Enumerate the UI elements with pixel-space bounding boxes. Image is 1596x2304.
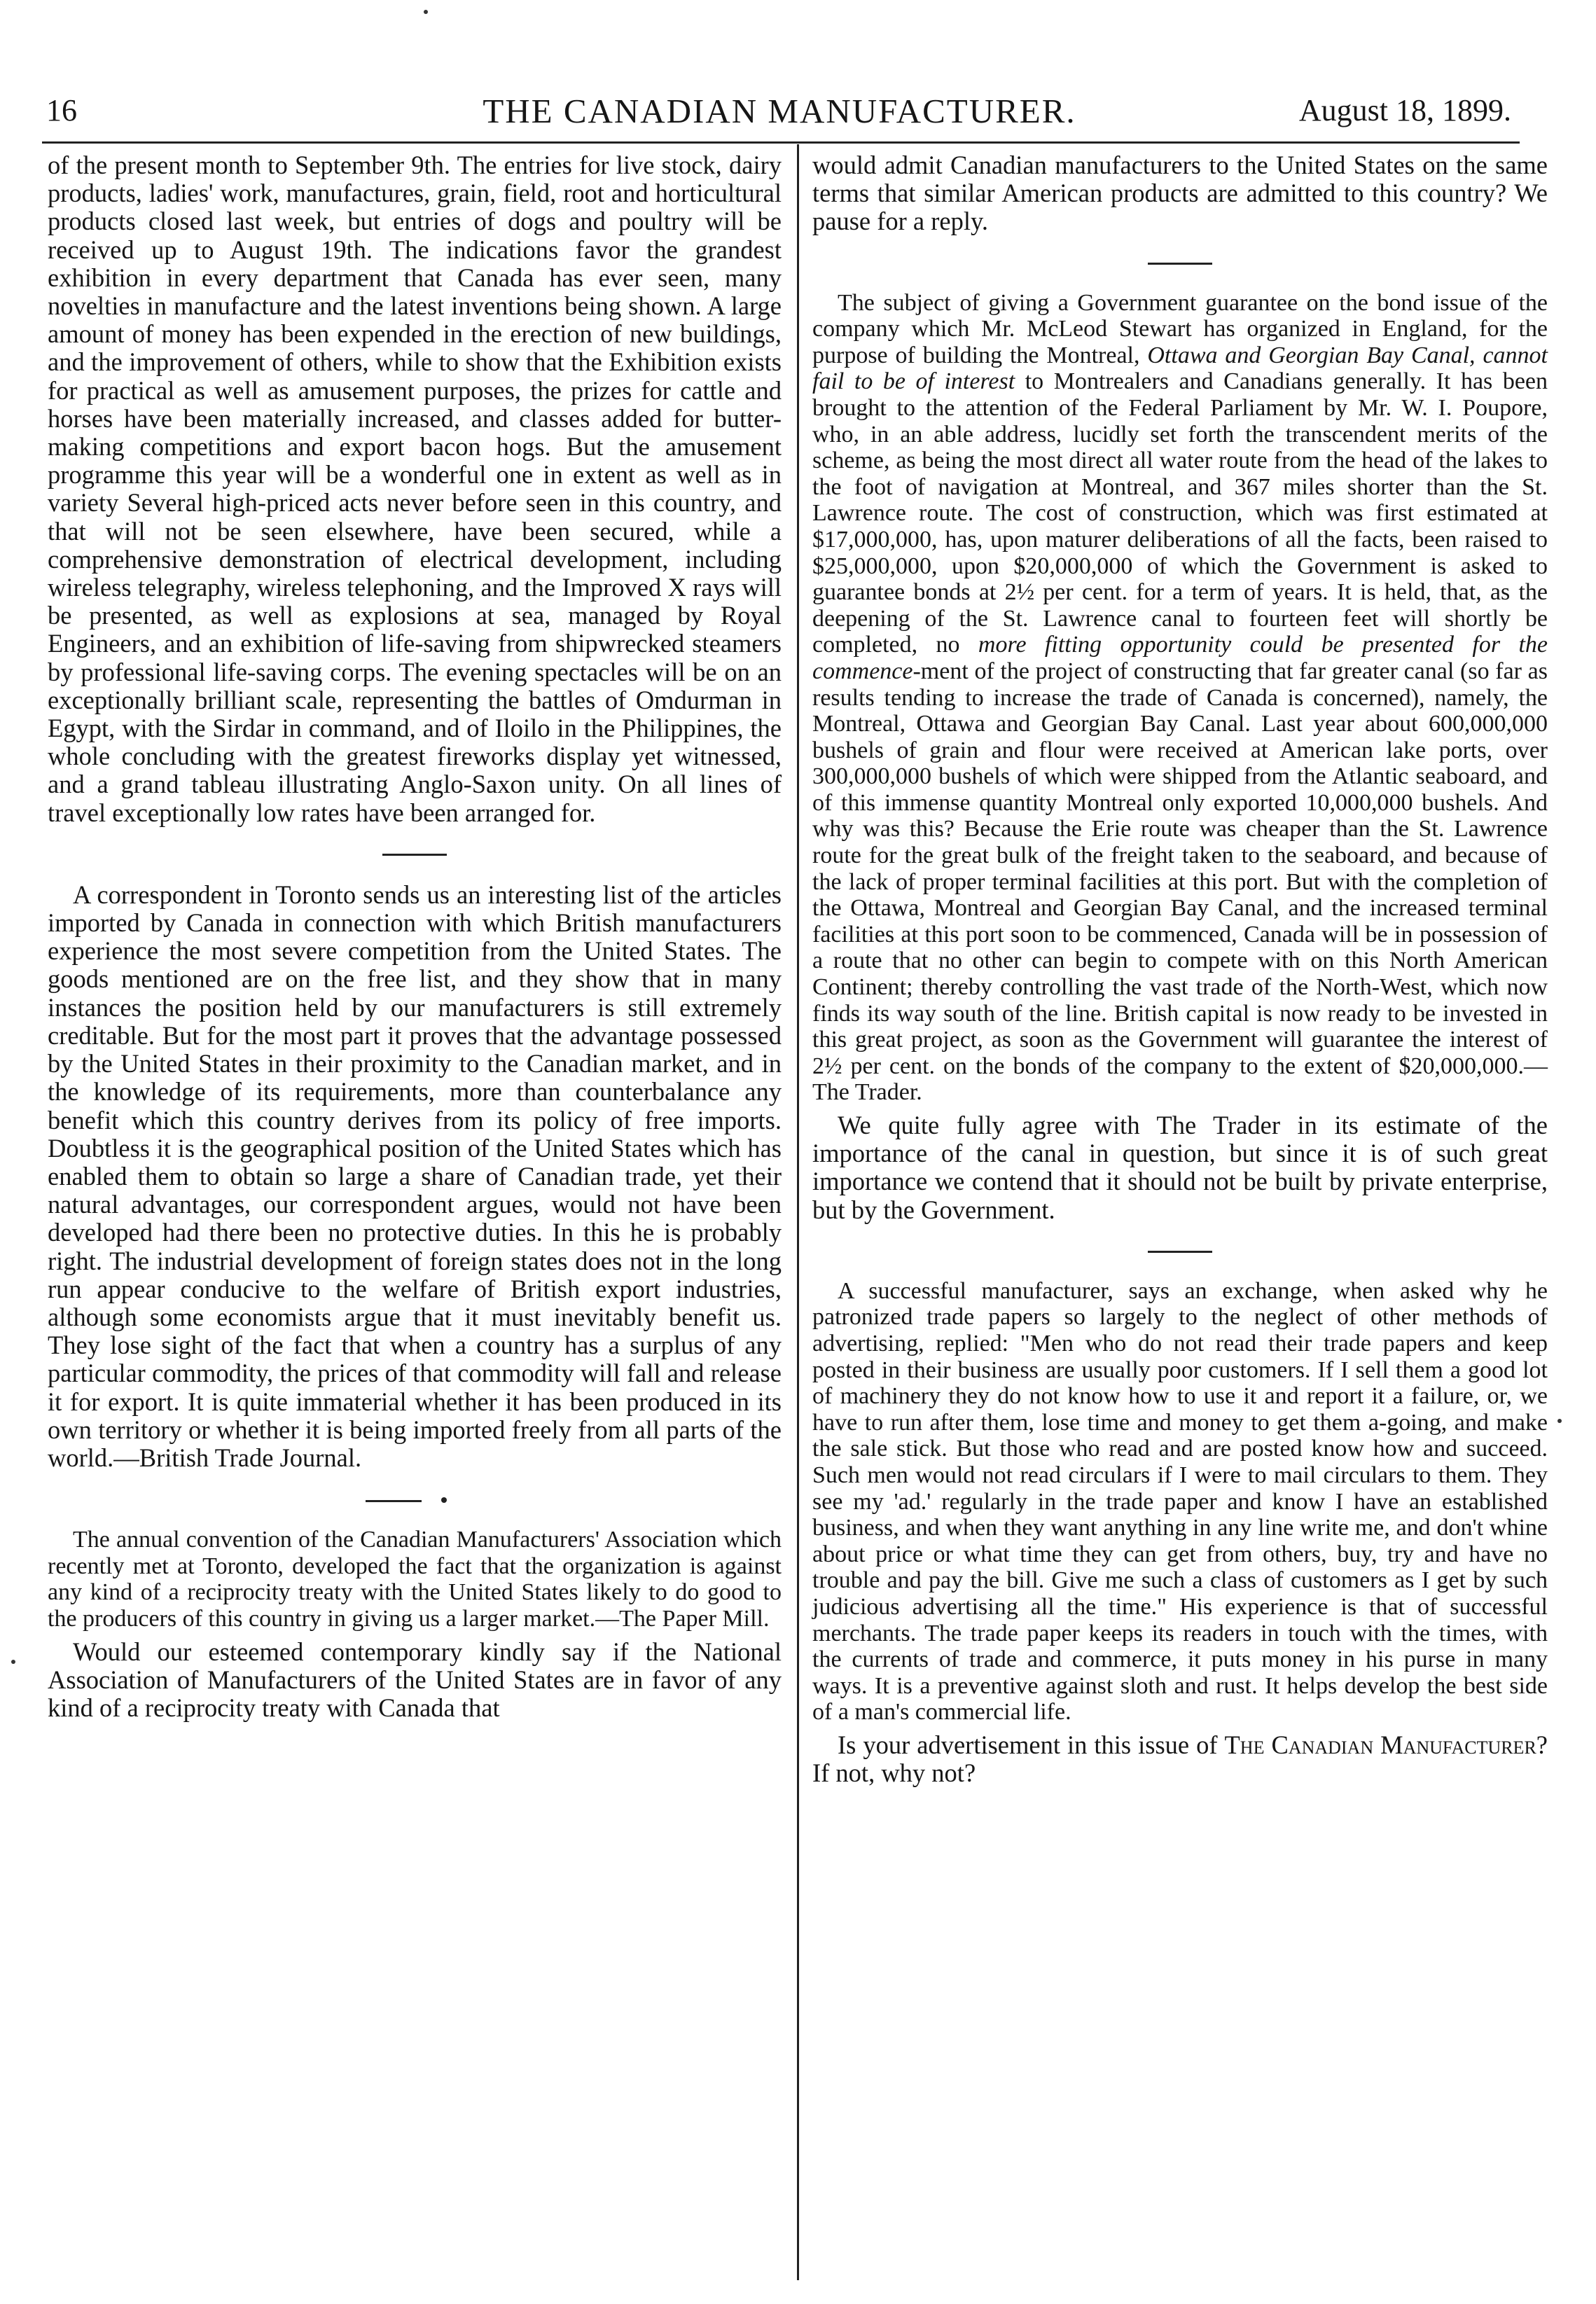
convention-paragraph: The annual convention of the Canadian Manufacturers' Association which recently met at Toronto, developed the fact that the organization is against any kind of a reciprocity treaty with the United States likely to do good to the producers of this country in giving us a larger market.—The Paper Mill. (48, 1527, 782, 1632)
print-speck (11, 1660, 15, 1664)
canal-text-1: The subject of giving a Government guarantee on the bond issue of the company which Mr. McLeod Stewart has organized in England, for the purpose of building the Montreal, (812, 289, 1548, 368)
closing-paragraph (812, 1731, 1548, 1787)
section-separator (382, 854, 447, 856)
section-separator (1148, 1251, 1212, 1253)
closing-text-2: ? If not, why not? (812, 1730, 1548, 1788)
page-number: 16 (46, 93, 77, 127)
print-speck (424, 10, 428, 14)
question-paragraph: Would our esteemed contemporary kindly say if the National Association of Manufacturers of the United States are in favor of any kind of a reciprocity treaty with Canada that (48, 1637, 782, 1722)
agreement-paragraph: We quite fully agree with The Trader in its estimate of the importance of the canal in question, but since it is of such great importance we contend that it should not be built by private enterprise, but by the Government. (812, 1111, 1548, 1224)
trade-papers-paragraph: A successful manufacturer, says an exchange, when asked why he patronized trade papers so largely to the neglect of other methods of advertising, replied: "Men who do not read their trade papers and keep posted in their business are usually poor customers. If I sell them a good lot of machinery they do not know how to use it and report it a failure, or, we have to run after them, lose time and money to get them a-going, and make the sale stick. But those who read and are posted know how and succeed. Such men would not read circulars if I were to mail circulars to them. They see my 'ad.' regularly in the trade paper and know I have an established business, and when they want anything in any line write me, and don't whine about price or what time they can get from others, buy, try and have no trouble and pay the bill. Give me such a class of customers as I get by such judicious advertising all the time." His experience is that of successful merchants. The trade paper keeps its readers in touch with the times, with the currents of trade and commerce, it puts money in his purse in many ways. It is a preventive against sloth and rust. It helps develop the best side of a man's commercial life. (812, 1277, 1548, 1726)
competition-paragraph: A correspondent in Toronto sends us an interesting list of the articles imported by Canada in connection with which British manufacturers experience the most severe competition from the United States. The goods mentioned are on the free list, and they show that in many instances the position held by our manufacturers is still extremely creditable. But for the most part it proves that the advantage possessed by the United States in their proximity to the Canadian market, and in the knowledge of its requirements, more than counterbalance any benefit which this country derives from its policy of free imports. Doubtless it is the geographical position of the United States which has enabled them to obtain so large a share of Canadian trade, yet their natural advantages, our correspondent argues, would not have been developed had there been no protective duties. In this he is probably right. The industrial development of foreign states does not in the long run appear conducive to the welfare of British export industries, although some economists argue that it must inevitably benefit us. They lose sight of the fact that when a country has a surplus of any particular commodity, the prices of that commodity will fall and release it for export. It is quite immaterial whether it has been produced in its own territory or whether it is being imported freely from all parts of the world.—British Trade Journal. (48, 880, 782, 1472)
journal-title: THE CANADIAN MANUFACTURER. (483, 92, 1076, 130)
canal-text-2: to Montrealers and Canadians generally. It has been brought to the attention of the Federal Parliament by Mr. W. I. Poupore, who, in an able address, lucidly set forth the transcendent merits of the scheme, as being the most direct all water route from the head of the lakes to the foot of navigation at Montreal, and 367 miles shorter than the St. Lawrence route. The cost of construction, which was first estimated at $17,000,000, has, upon maturer deliberations of all the facts, been raised to $25,000,000, upon $20,000,000 of which the Government is asked to guarantee bonds at 2½ per cent. for a term of years. It is held, that, as the deepening of the St. Lawrence canal to fourteen feet will shortly be completed, no (812, 368, 1548, 658)
separator-line (366, 1500, 422, 1502)
canal-italic-2: more fitting opportunity could be presented for the commence- (812, 632, 1548, 684)
section-separator (1148, 263, 1212, 265)
right-column (812, 151, 1548, 1787)
page-header (41, 78, 1518, 134)
print-speck (1557, 1419, 1562, 1423)
header-rule (42, 141, 1520, 144)
closing-text-1: Is your advertisement in this issue of (838, 1730, 1225, 1759)
column-divider (797, 144, 799, 2280)
separator-dot (441, 1497, 447, 1503)
canal-italic-1: Ottawa and Georgian Bay Canal, cannot fail to be of interest (812, 342, 1548, 395)
canal-text-3: ment of the project of constructing that far greater canal (so far as results tending to increase the trade of Canada is concerned), namely, the Montreal, Ottawa and Georgian Bay Canal. Last year about 600,000,000 bushels of grain and flour were received at American lake ports, over 300,000,000 bushels of which were shipped from the Atlantic seaboard, and of this immense quantity Montreal only exported 10,000,000 bushels. And why was this? Because the Erie route was cheaper than the St. Lawrence route for the great bulk of the freight taken to the seaboard, and because of the lack of proper terminal facilities at this port. But with the completion of the Ottawa, Montreal and Georgian Bay Canal, and the increased terminal facilities at this port soon to be commenced, Canada will be in possession of a route that no other can begin to compete with on this North American Continent; thereby controlling the vast trade of the North-West, which now finds its way south of the line. British capital is now ready to be invested in this great project, as soon as the Government will guarantee the interest of 2½ per cent. on the bonds of the company to the extent of $20,000,000.—The Trader. (812, 658, 1548, 1106)
issue-date: August 18, 1899. (1298, 93, 1511, 127)
closing-journal-title: The Canadian Manufacturer (1224, 1730, 1536, 1759)
section-separator (359, 1497, 471, 1504)
canal-paragraph (812, 290, 1548, 1106)
left-column (48, 151, 782, 1722)
exhibition-paragraph: of the present month to September 9th. The entries for live stock, dairy products, ladies' work, manufactures, grain, field, root and horticultural products closed last week, but entries of dogs and poultry will be received up to August 19th. The indications favor the grandest exhibition in every department that Canada has ever seen, many novelties in manufacture and the latest inventions being shown. A large amount of money has been expended in the erection of new buildings, and the improvement of others, while to show that the Exhibition exists for practical as well as amusement purposes, the prizes for cattle and horses have been materially increased, and classes added for butter-making competitions and export bacon hogs. But the amusement programme this year will be a wonderful one in extent as well as in variety Several high-priced acts never before seen in this country, and that will not be seen elsewhere, have been secured, while a comprehensive demonstration of electrical development, including wireless telegraphy, wireless telephoning, and the Improved X rays will be presented, as well as explosions at sea, managed by Royal Engineers, and an exhibition of life-saving from shipwrecked steamers by professional life-saving corps. The evening spectacles will be on an exceptionally brilliant scale, representing the battles of Omdurman in Egypt, with the Sirdar in command, and of Iloilo in the Philippines, the whole concluding with the greatest fireworks display yet witnessed, and a grand tableau illustrating Anglo-Saxon unity. On all lines of travel exceptionally low rates have been arranged for. (48, 151, 782, 827)
question-continued: would admit Canadian manufacturers to the United States on the same terms that similar American products are admitted to this country? We pause for a reply. (812, 151, 1548, 236)
